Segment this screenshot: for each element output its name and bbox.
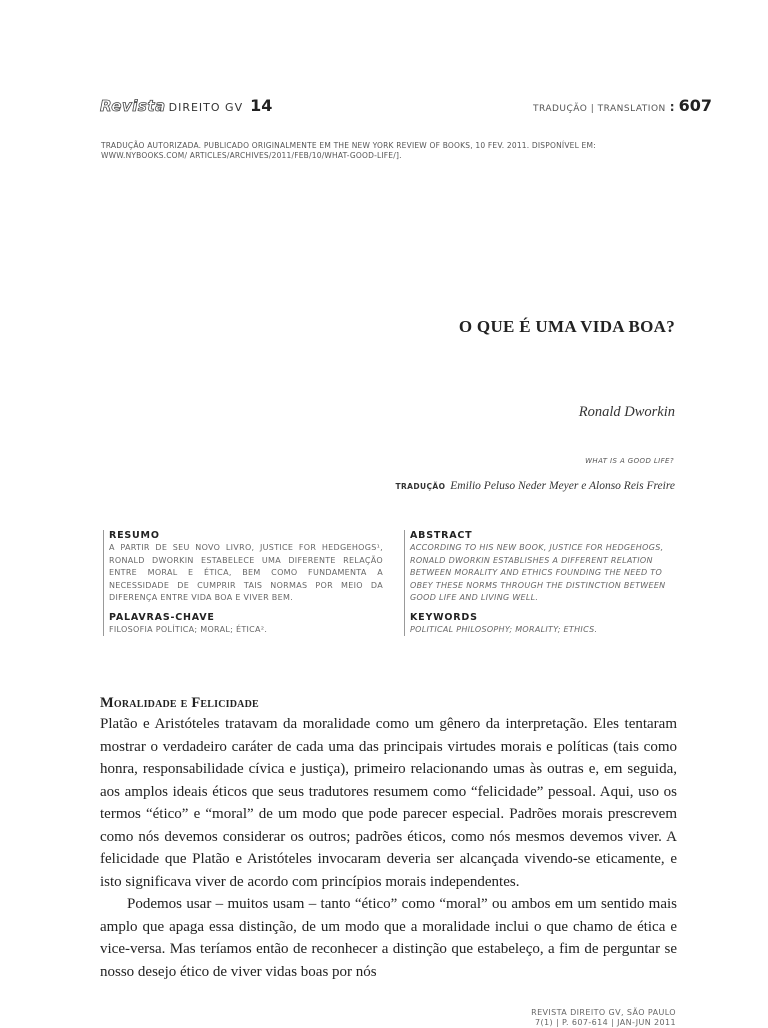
running-header	[533, 96, 712, 115]
palavras-chave-heading: PALAVRAS-CHAVE	[109, 611, 215, 623]
keywords-text: POLITICAL PHILOSOPHY; MORALITY; ETHICS.	[410, 624, 598, 634]
footer-journal: REVISTA DIREITO GV, SÃO PAULO	[531, 1008, 676, 1017]
section-label: TRADUÇÃO | TRANSLATION	[532, 104, 666, 114]
english-title: WHAT IS A GOOD LIFE?	[585, 457, 674, 465]
source-note: TRADUÇÃO AUTORIZADA. PUBLICADO ORIGINALMENTE EM THE NEW YORK REVIEW OF BOOKS, 10 FEV. 2011. DISPONÍVEL EM: WWW.NYBOOKS.COM/ ARTICLES/ARCHIVES/2011/FEB/10/WHAT-GOOD-LIFE/].	[101, 141, 596, 160]
resumo-heading: RESUMO	[109, 530, 160, 541]
translation-label: TRADUÇÃO	[395, 482, 446, 491]
translation-credit	[395, 480, 675, 492]
page-number: 607	[678, 96, 712, 115]
journal-subname: DIREITO GV	[168, 101, 244, 114]
keywords-heading: KEYWORDS	[410, 611, 478, 623]
abstract-text: ACCORDING TO HIS NEW BOOK, JUSTICE FOR HEDGEHOGS, RONALD DWORKIN ESTABLISHES A DIFFERENT RELATION BETWEEN MORALITY AND ETHICS FOUNDING THE NEED TO OBEY THESE NORMS THROUGH THE DISTINCTION BETWEEN GOOD LIFE AND LIVING WELL.	[410, 543, 666, 602]
palavras-chave-text: FILOSOFIA POLÍTICA; MORAL; ÉTICA².	[109, 624, 268, 634]
issue-number: 14	[250, 96, 273, 115]
footer-citation: 7(1) | P. 607-614 | JAN-JUN 2011	[535, 1018, 676, 1027]
body-paragraph: Platão e Aristóteles tratavam da moralidade como um gênero da interpretação. Eles tentaram mostrar o verdadeiro caráter de cada uma das principais virtudes morais e políticas (tais como honra, responsabilidade cívica e justiça), primeiro relacionando umas às outras e, em seguida, aos amplos ideais éticos que seus tradutores resumem como “felicidade” pessoal. Aqui, uso os termos “ético” e “moral” de um modo que pode parecer especial. Padrões morais prescrevem como nós devemos considerar os outros; padrões éticos, como nós mesmos devemos viver. A felicidade que Platão e Aristóteles invocaram deveria ser alcançada vivendo-se eticamente, e isto significava viver de acordo com princípios morais independentes.	[100, 716, 677, 890]
section-heading: Moralidade e Felicidade	[100, 695, 259, 711]
abstract-heading: ABSTRACT	[410, 530, 473, 541]
header-separator: :	[669, 100, 675, 114]
journal-name: Revista	[100, 97, 166, 115]
journal-logo	[100, 96, 272, 115]
abstract-block	[404, 530, 670, 636]
page-footer	[531, 1008, 676, 1028]
article-author: Ronald Dworkin	[578, 404, 675, 420]
resumo-text: A PARTIR DE SEU NOVO LIVRO, JUSTICE FOR HEDGEHOGS¹, RONALD DWORKIN ESTABELECE UMA DIFERENTE RELAÇÃO ENTRE MORAL E ÉTICA, BEM COMO FUNDAMENTA A NECESSIDADE DE CUMPRIR TAIS NORMAS POR MEIO DA DIFERENÇA ENTRE VIDA BOA E VIVER BEM.	[109, 543, 383, 602]
article-body	[100, 693, 677, 983]
translators: Emilio Peluso Neder Meyer e Alonso Reis Freire	[450, 480, 675, 492]
resumo-block	[103, 530, 383, 636]
article-title: O QUE É UMA VIDA BOA?	[458, 317, 675, 336]
body-paragraph: Podemos usar – muitos usam – tanto “ético” como “moral” ou ambos em um sentido mais amplo que apaga essa distinção, de um modo que a moralidade inclui o que chamo de ética e vice-versa. Mas teríamos então de reconhecer a distinção que estabeleço, a fim de perguntar se nosso desejo ético de viver vidas boas por nós	[100, 896, 677, 980]
